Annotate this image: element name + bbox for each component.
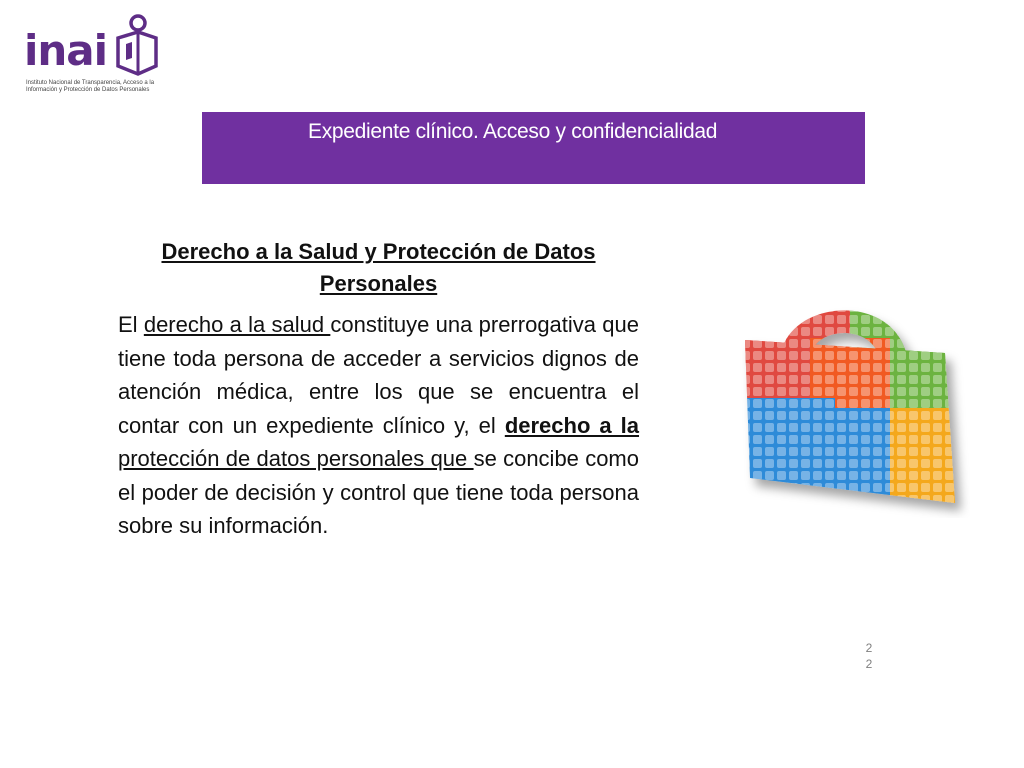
section-heading: Derecho a la Salud y Protección de Datos Personales (161, 239, 596, 296)
banner-title: Expediente clínico. Acceso y confidencialidad (308, 120, 718, 143)
paragraph-text-3: se concibe como el poder de decisión y control que tiene toda persona sobre su información. (118, 446, 639, 538)
highlight-derecho-salud: derecho a la salud (143, 312, 331, 337)
slide-number (864, 640, 874, 672)
title-banner (202, 112, 865, 184)
slide-number-line-2: 2 (865, 657, 873, 671)
logo-wordmark: inai (24, 26, 108, 75)
logo-person-icon (112, 14, 160, 76)
paragraph-text-2: constituye una prerrogativa que tiene toda persona de acceder a servicios dignos de atención médica, entre los que se encuentra el contar con un expediente clínico y, el (118, 312, 639, 438)
logo-subtitle: Instituto Nacional de Transparencia, Acceso a la Información y Protección de Datos Personales (26, 80, 155, 93)
padlock-icon (740, 278, 970, 518)
main-content (118, 236, 639, 543)
inai-logo (24, 14, 174, 98)
highlight-proteccion-datos: protección de datos personales que (118, 446, 474, 471)
body-paragraph (118, 308, 639, 543)
highlight-derecho-proteccion: derecho a la (504, 412, 640, 438)
paragraph-text-1: El (118, 312, 144, 337)
slide-number-line-1: 2 (865, 641, 873, 655)
